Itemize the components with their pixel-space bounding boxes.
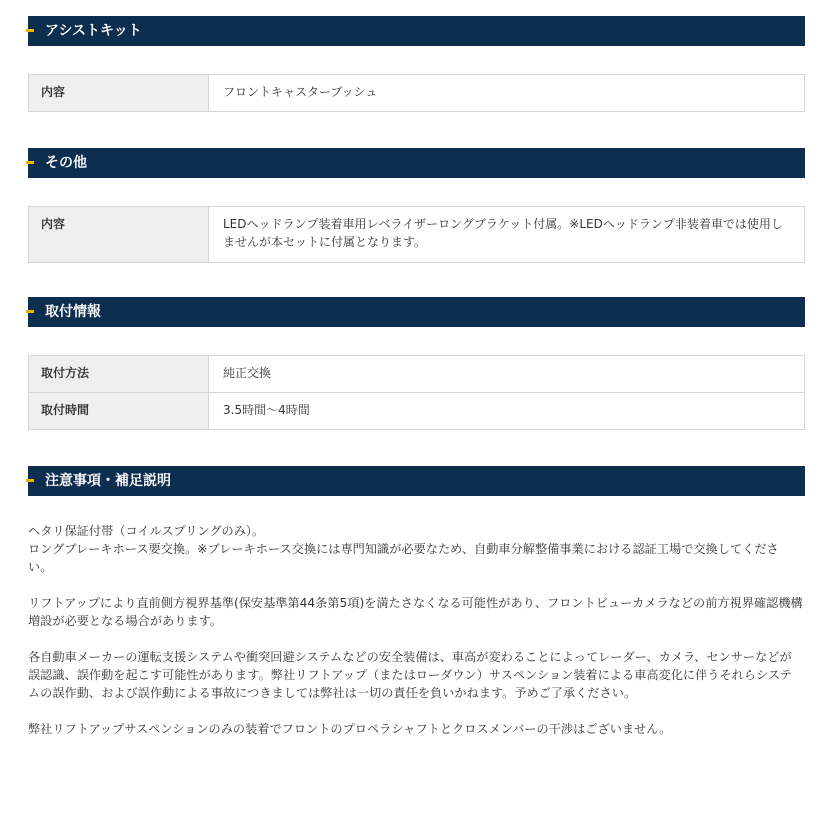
notes-body — [28, 522, 803, 756]
accent-bar-icon — [26, 310, 34, 313]
section-header-notes — [28, 466, 805, 496]
install-table — [28, 355, 805, 430]
other-table — [28, 206, 805, 263]
row-value: LEDヘッドランプ装着車用レベライザーロングブラケット付属。※LEDヘッドランプ非装着車では使用しませんが本セットに付属となります。 — [209, 207, 805, 263]
table-row — [29, 207, 805, 263]
section-header-assist-kit — [28, 16, 805, 46]
section-header-other — [28, 148, 805, 178]
table-row — [29, 393, 805, 430]
assist-kit-table — [28, 74, 805, 112]
accent-bar-icon — [26, 29, 34, 32]
row-value: 純正交換 — [209, 356, 805, 393]
section-title: その他 — [45, 155, 87, 171]
accent-bar-icon — [26, 479, 34, 482]
note-paragraph: 各自動車メーカーの運転支援システムや衝突回避システムなどの安全装備は、車高が変わることによってレーダー、カメラ、センサーなどが誤認識、誤作動を起こす可能性があります。弊社リフトアップ（またはローダウン）サスペンション装着による車高変化に伴うそれらシステムの誤作動、および誤作動による事故につきましては弊社は一切の責任を負いかねます。予めご了承ください。 — [28, 650, 792, 700]
table-row — [29, 356, 805, 393]
row-value: 3.5時間～4時間 — [209, 393, 805, 430]
table-row — [29, 75, 805, 112]
row-label: 取付方法 — [29, 356, 209, 393]
row-label: 内容 — [29, 75, 209, 112]
row-label: 内容 — [29, 207, 209, 263]
section-title: 注意事項・補足説明 — [45, 473, 171, 489]
section-title: 取付情報 — [45, 304, 101, 320]
note-paragraph: リフトアップにより直前側方視界基準(保安基準第44条第5項)を満たさなくなる可能性があり、フロントビューカメラなどの前方視界確認機構増設が必要となる場合があります。 — [28, 596, 803, 628]
section-title: アシストキット — [45, 23, 142, 39]
row-label: 取付時間 — [29, 393, 209, 430]
note-paragraph: ヘタリ保証付帯（コイルスプリングのみ）。 ロングブレーキホース要交換。※ブレーキホース交換には専門知識が必要なため、自動車分解整備事業における認証工場で交換してください。 — [28, 524, 779, 574]
section-header-install — [28, 297, 805, 327]
note-paragraph: 弊社リフトアップサスペンションのみの装着でフロントのプロペラシャフトとクロスメンバーの干渉はございません。 — [28, 722, 672, 736]
accent-bar-icon — [26, 161, 34, 164]
row-value: フロントキャスターブッシュ — [209, 75, 805, 112]
